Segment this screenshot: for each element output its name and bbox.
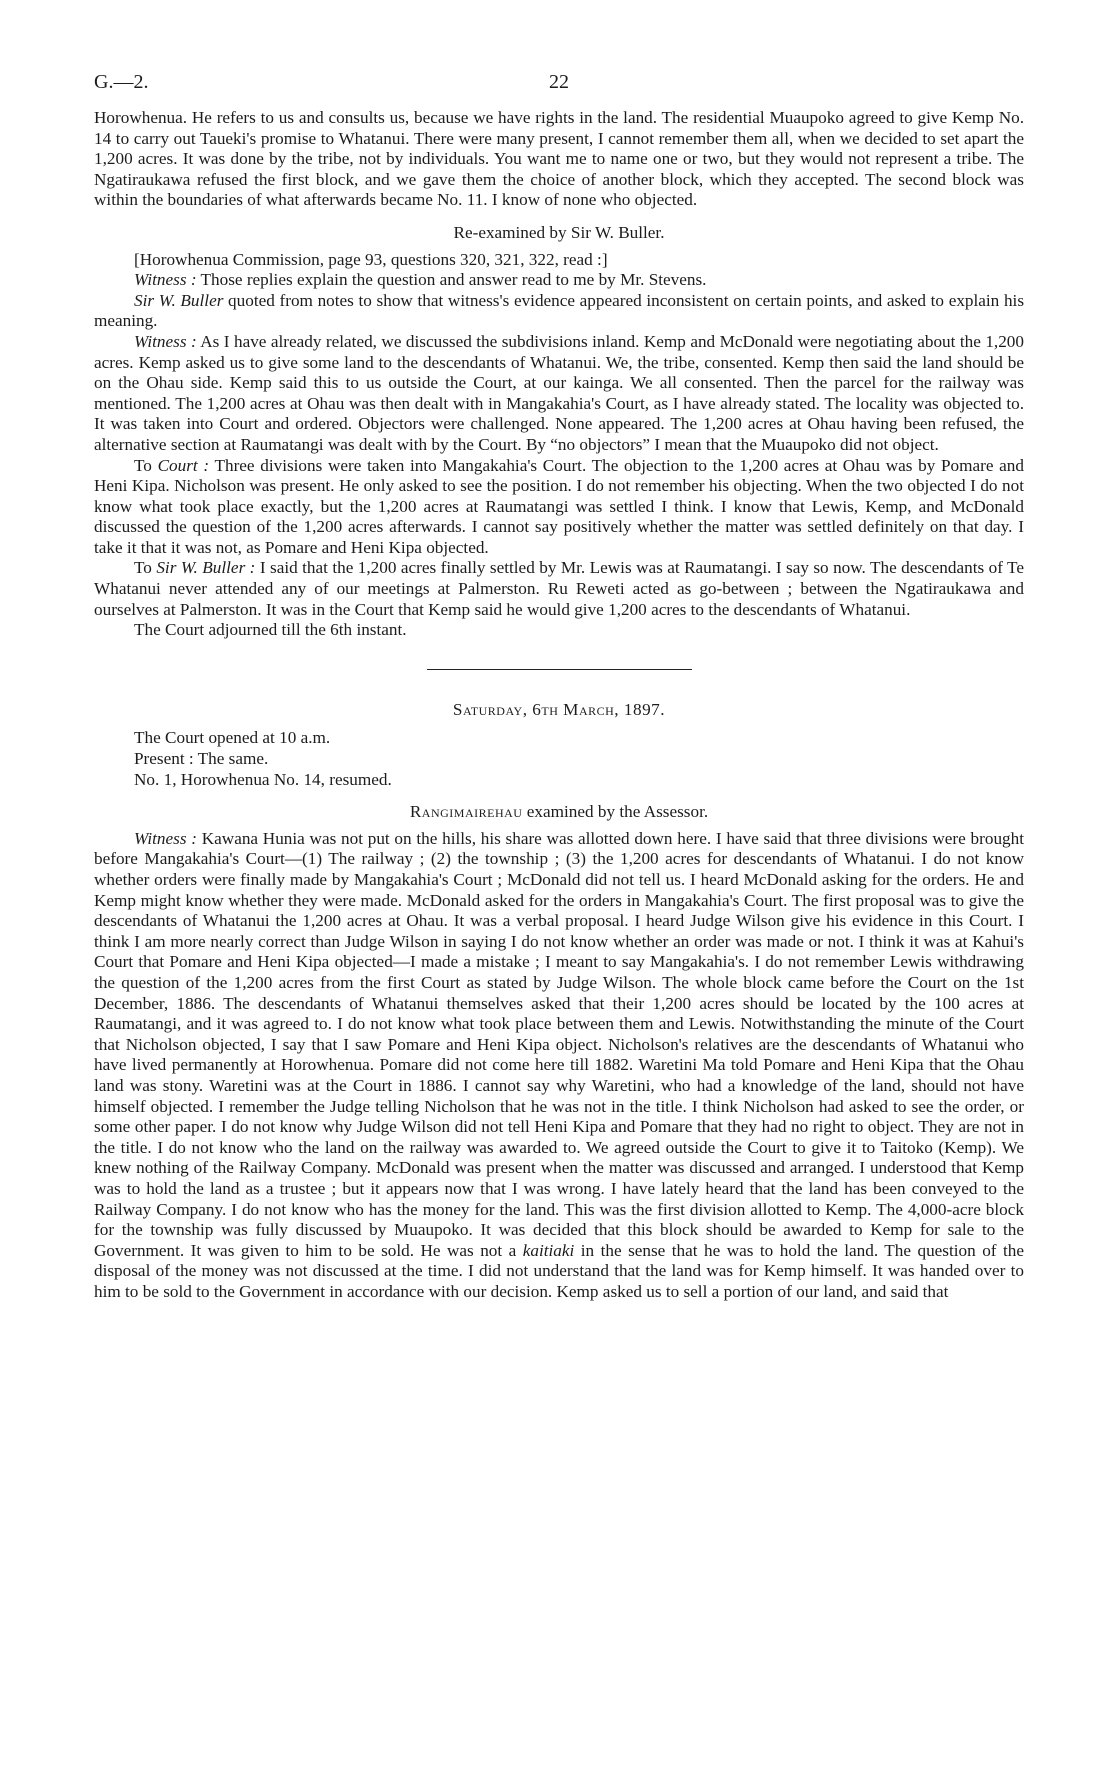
- paragraph-text-continued: in the sense that he was to hold the land. The question of the disposal of the money was not discussed at the time. I did not understand that the land was for Kemp himself. It was handed over to him to be sold to the Government in accordance with our decision. Kemp asked us to sell a portion of our land, and said that: [94, 1240, 1024, 1301]
- court-adjourned: The Court adjourned till the 6th instant.: [134, 620, 407, 640]
- paragraph-text: Those replies explain the question and answer read to me by Mr. Stevens.: [196, 270, 707, 290]
- date-heading: Saturday, 6th March, 1897.: [452, 699, 666, 719]
- exam-heading-text: examined by the Assessor.: [522, 802, 709, 822]
- page-number: 22: [549, 71, 569, 93]
- paragraph-text: As I have already related, we discussed the subdivisions inland. Kemp and McDonald were negotiating about the 1,200 acres. Kemp asked us to give some land to the descendants of Whatanui. We, the tribe, consented. Kemp then said the land should be on the Ohau side. Kemp said this to us outside the Court, at our kainga. We all consented. Then the parcel for the railway was mentioned. The 1,200 acres at Ohau was then dealt with in Mangakahia's Court, as I have already stated. The locality was objected to. It was taken into Court and ordered. Objectors were challenged. None appeared. The 1,200 acres at Ohau having been refused, the alternative section at Raumatangi was dealt with by the Court. By “no objectors” I mean that the Muaupoko did not object.: [94, 331, 1024, 454]
- page-header: [94, 60, 1024, 93]
- speaker-label: Sir W. Buller :: [156, 558, 256, 578]
- reexam-paragraph-5: [94, 558, 1024, 620]
- italic-term: kaitiaki: [522, 1240, 575, 1260]
- reexam-paragraph-3: [94, 332, 1024, 456]
- speaker-label: Court :: [157, 455, 210, 475]
- reexam-heading: Re-examined by Sir W. Buller.: [453, 222, 665, 242]
- case-resumed-line: No. 1, Horowhenua No. 14, resumed.: [134, 769, 392, 789]
- reexam-paragraph-2: [94, 291, 1024, 332]
- section-divider: [427, 669, 692, 670]
- exam-heading: [94, 802, 1024, 823]
- court-opened-line: The Court opened at 10 a.m.: [134, 728, 331, 748]
- reexam-paragraph-1: [94, 270, 1024, 291]
- document-series-code: G.—2.: [94, 71, 149, 93]
- paragraph-prefix: To: [134, 455, 158, 475]
- paragraph-text: I said that the 1,200 acres finally settled by Mr. Lewis was at Raumatangi. I say so now. The descendants of Te Whatanui never attended any of our meetings at Palmerston. Ru Reweti acted as go-between ; between the Ngatiraukawa and ourselves at Palmerston. It was in the Court that Kemp said he would give 1,200 acres to the descendants of Whatanui.: [94, 558, 1024, 619]
- witness-name: Rangimairehau: [409, 802, 523, 822]
- paragraph-text: quoted from notes to show that witness's evidence appeared inconsistent on certain points, and asked to explain his meaning.: [94, 290, 1025, 331]
- speaker-label: Witness :: [134, 331, 197, 351]
- document-page: [94, 60, 1024, 1302]
- paragraph-prefix: To: [134, 558, 157, 578]
- present-line: Present : The same.: [134, 749, 269, 769]
- speaker-label: Witness :: [134, 828, 197, 848]
- paragraph-horowhenua: Horowhenua. He refers to us and consults us, because we have rights in the land. The residential Muaupoko agreed to give Kemp No. 14 to carry out Taueki's promise to Whatanui. There were many present, I cannot remember them all, when we decided to set apart the 1,200 acres. It was done by the tribe, not by individuals. You want me to name one or two, but they would not represent a tribe. The Ngatiraukawa refused the first block, and we gave them the choice of another block, which they accepted. The second block was within the boundaries of what afterwards became No. 11. I know of none who objected.: [94, 108, 1024, 210]
- speaker-label: Witness :: [134, 270, 197, 290]
- speaker-label: Sir W. Buller: [134, 290, 224, 310]
- paragraph-text: Kawana Hunia was not put on the hills, his share was allotted down here. I have said that three divisions were brought before Mangakahia's Court—(1) The railway ; (2) the township ; (3) the 1,200 acres for descendants of Whatanui. I do not know whether orders were finally made by Mangakahia's Court ; McDonald did not tell us. I heard McDonald asking for the orders. He and Kemp might know whether they were made. McDonald asked for the orders in Mangakahia's Court. The first proposal was to give the descendants of Whatanui the 1,200 acres at Ohau. It was a verbal proposal. I heard Judge Wilson give his evidence in this Court. I think I am more nearly correct than Judge Wilson in saying I do not know whether an order was made or not. I think it was at Kahui's Court that Pomare and Heni Kipa objected—I made a mistake ; I meant to say Mangakahia's. I do not remember Lewis withdrawing the question of the 1,200 acres from the first Court as stated by Judge Wilson. The whole block came before the Court on the 1st December, 1886. The descendants of Whatanui themselves asked that their 1,200 acres should be located by the 100 acres at Raumatangi, and it was agreed to. I do not know what took place between them and Lewis. Notwithstanding the minute of the Court that Nicholson objected, I say that I saw Pomare and Heni Kipa object. Nicholson's relatives are the descendants of Whatanui who have lived permanently at Horowhenua. Pomare did not come here till 1882. Waretini Ma told Pomare and Heni Kipa that the Ohau land was stony. Waretini was at the Court in 1886. I cannot say why Waretini, who had a knowledge of the land, should not have himself objected. I remember the Judge telling Nicholson that he was not in the title. I think Nicholson had asked to see the order, or some other paper. I do not know why Judge Wilson did not tell Heni Kipa and Pomare that they had no right to object. They are not in the title. I do not know who the land on the railway was awarded to. We agreed outside the Court to give it to Taitoko (Kemp). We knew nothing of the Railway Company. McDonald was present when the matter was discussed and arranged. I understood that Kemp was to hold the land as a trustee ; but it appears now that I was wrong. I have lately heard that the land has been conveyed to the Railway Company. I do not know who has the money for the land. This was the first division allotted to Kemp. The 4,000-acre block for the township was fully discussed by Muaupoko. It was decided that this block should be awarded to Kemp for sale to the Government. It was given to him to be sold. He was not a: [94, 828, 1024, 1260]
- commission-reference: [Horowhenua Commission, page 93, questions 320, 321, 322, read :]: [134, 249, 608, 269]
- paragraph-text: Three divisions were taken into Mangakahia's Court. The objection to the 1,200 acres at Ohau was by Pomare and Heni Kipa. Nicholson was present. He only asked to see the position. I do not remember his objecting. When the two objected I do not know what took place exactly, but the 1,200 acres at Raumatangi was settled I think. I know that Lewis, Kemp, and McDonald discussed the question of the 1,200 acres afterwards. I cannot say positively whether the matter was settled definitely on that day. I take it that it was not, as Pomare and Heni Kipa objected.: [94, 455, 1024, 557]
- reexam-paragraph-4: [94, 456, 1024, 559]
- exam-paragraph: [94, 829, 1024, 1303]
